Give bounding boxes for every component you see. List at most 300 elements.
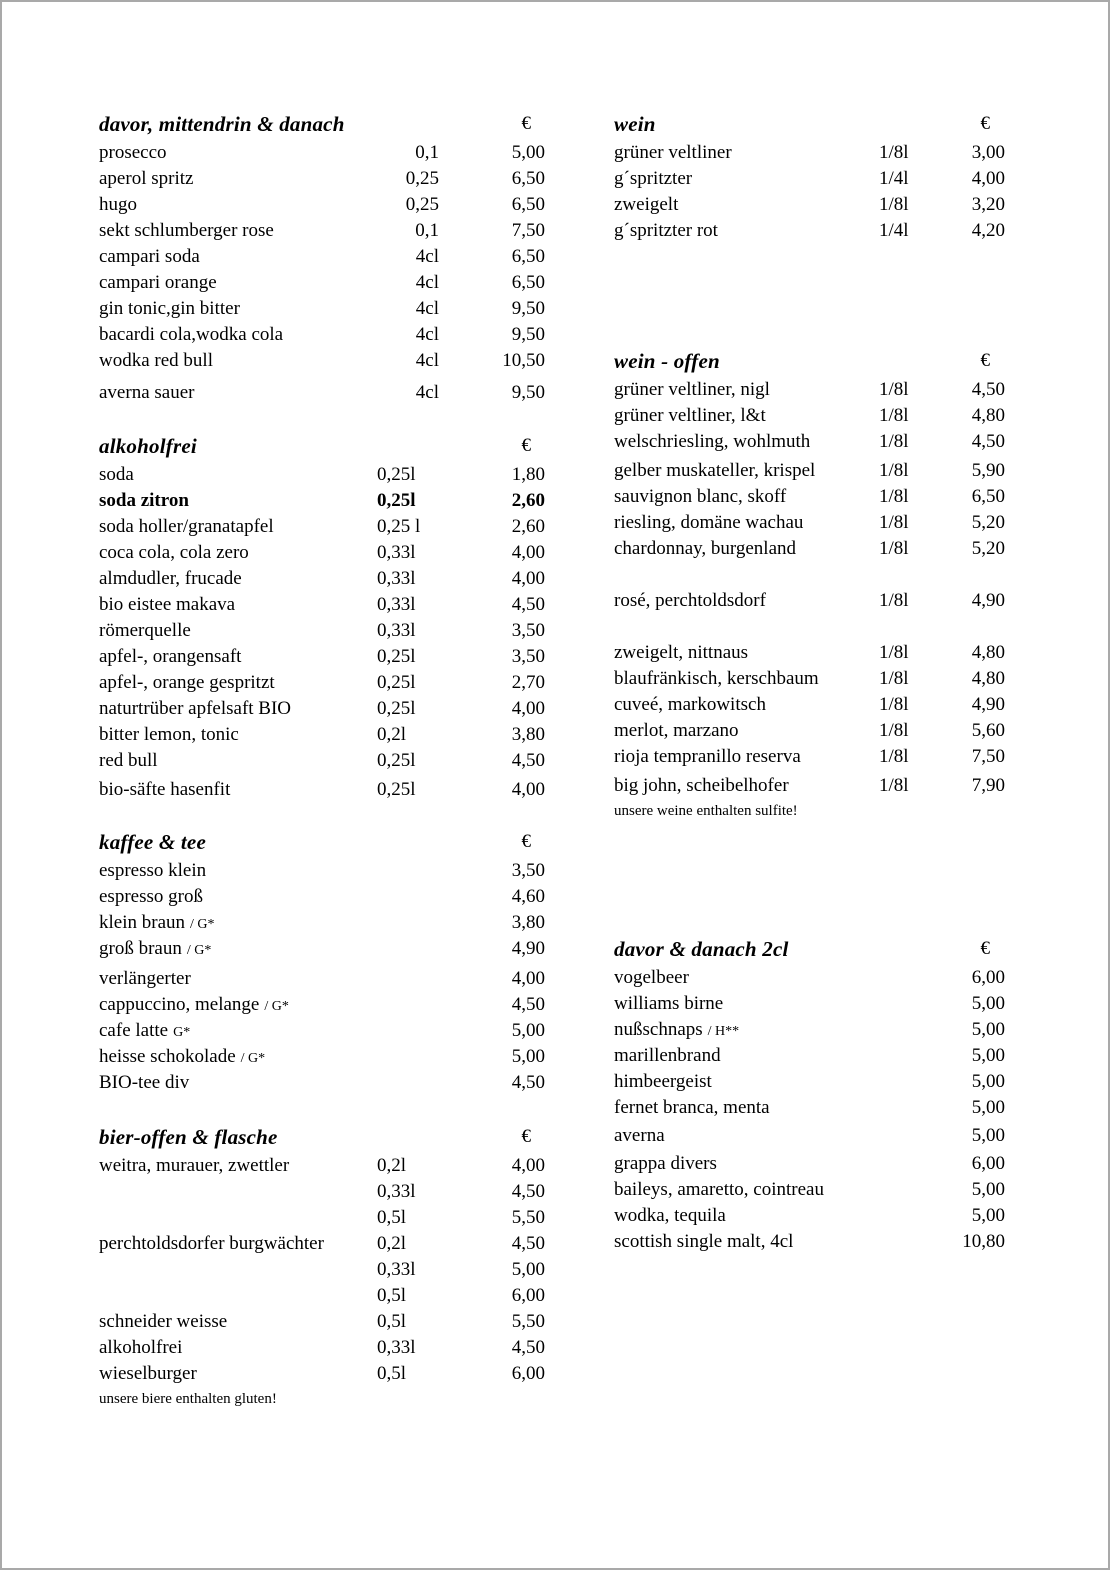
section-header	[614, 111, 1005, 137]
menu-item-row	[614, 1203, 1005, 1229]
item-name: sekt schlumberger rose	[99, 220, 274, 241]
section-title: kaffee & tee	[99, 830, 206, 854]
item-size: 1/4l	[879, 168, 909, 189]
menu-item-row	[614, 744, 1005, 770]
item-size: 1/8l	[879, 694, 909, 715]
item-size: 0,25	[405, 194, 439, 215]
item-size	[879, 965, 921, 993]
menu-item-row	[614, 429, 1005, 455]
menu-item-row	[99, 777, 545, 803]
item-price: 10,50	[502, 350, 545, 371]
menu-item-row	[614, 140, 1005, 166]
menu-item-row	[614, 718, 1005, 744]
item-name: marillenbrand	[614, 1045, 721, 1066]
item-size: 0,25l	[377, 464, 416, 485]
item-name: groß braun	[99, 938, 182, 959]
item-name: römerquelle	[99, 620, 191, 641]
item-name: schneider weisse	[99, 1311, 228, 1332]
menu-item-row	[99, 380, 545, 406]
section-wein	[614, 111, 1005, 244]
item-price: 6,00	[511, 1363, 545, 1384]
item-size	[879, 562, 921, 590]
item-name: soda holler/granatapfel	[99, 516, 274, 537]
menu-item-row	[99, 514, 545, 540]
item-size	[879, 1151, 921, 1179]
menu-item-row	[99, 1335, 545, 1361]
item-price	[921, 614, 1005, 642]
currency-header: €	[980, 350, 990, 371]
item-price: 3,50	[511, 620, 545, 641]
menu-item-row	[614, 510, 1005, 536]
section-bier	[99, 1124, 545, 1412]
menu-item-row	[99, 322, 545, 348]
menu-item-row	[614, 536, 1005, 562]
item-price: 6,50	[971, 486, 1005, 507]
item-name: baileys, amaretto, cointreau	[614, 1179, 824, 1200]
item-size: 4cl	[415, 272, 439, 293]
menu-item-row	[99, 566, 545, 592]
item-size: 0,33l	[377, 1337, 416, 1358]
item-price: 5,00	[971, 1125, 1005, 1146]
item-price: 4,50	[971, 431, 1005, 452]
menu-item-row	[99, 1070, 545, 1096]
item-name: zweigelt, nittnaus	[614, 642, 749, 663]
item-size: 1/8l	[879, 538, 909, 559]
item-price: 5,00	[971, 1179, 1005, 1200]
item-price: 9,50	[511, 382, 545, 403]
menu-item-row	[614, 1151, 1005, 1177]
item-size	[377, 936, 439, 964]
item-price: 4,50	[971, 379, 1005, 400]
item-allergen-note: / G*	[240, 1051, 266, 1066]
item-name: coca cola, cola zero	[99, 542, 249, 563]
menu-item-row	[99, 488, 545, 514]
menu-item-row	[614, 666, 1005, 692]
menu-item-row	[99, 748, 545, 774]
menu-item-row	[614, 1123, 1005, 1149]
item-name: gin tonic,gin bitter	[99, 298, 240, 319]
item-price: 5,00	[971, 1045, 1005, 1066]
menu-item-row	[614, 218, 1005, 244]
item-size	[879, 1095, 921, 1123]
item-size	[377, 884, 439, 912]
menu-item-row	[99, 218, 545, 244]
currency-header: €	[980, 113, 990, 134]
item-price: 2,60	[511, 516, 545, 537]
item-size: 0,25	[405, 168, 439, 189]
item-price: 3,20	[971, 194, 1005, 215]
menu-item-row	[614, 692, 1005, 718]
item-name: chardonnay, burgenland	[614, 538, 797, 559]
item-price: 4,50	[511, 1181, 545, 1202]
item-name: klein braun	[99, 912, 186, 933]
item-size	[879, 1069, 921, 1097]
item-name: g´spritzter	[614, 168, 693, 189]
item-name: cuveé, markowitsch	[614, 694, 766, 715]
item-name: scottish single malt, 4cl	[614, 1231, 794, 1252]
item-size	[377, 966, 439, 994]
item-size: 0,2l	[377, 1233, 407, 1254]
item-name: prosecco	[99, 142, 167, 163]
item-size	[879, 1203, 921, 1231]
item-size: 0,5l	[377, 1207, 407, 1228]
item-name: big john, scheibelhofer	[614, 775, 789, 796]
menu-item-row	[614, 773, 1005, 799]
item-name: grappa divers	[614, 1153, 717, 1174]
section-header	[99, 111, 545, 137]
item-name: cappuccino, melange	[99, 994, 260, 1015]
item-size: 0,25l	[377, 779, 416, 800]
item-size	[377, 858, 439, 886]
item-size: 0,2l	[377, 724, 407, 745]
currency-header: €	[521, 1126, 531, 1147]
item-name: hugo	[99, 194, 137, 215]
menu-item-row	[99, 1018, 545, 1044]
menu-item-row	[99, 910, 545, 936]
item-size: 0,33l	[377, 620, 416, 641]
menu-item-row	[614, 1095, 1005, 1121]
section-items	[99, 858, 545, 1096]
item-size: 1/8l	[879, 512, 909, 533]
section-items	[614, 140, 1005, 244]
item-name: grüner veltliner, l&t	[614, 405, 766, 426]
menu-item-row	[99, 858, 545, 884]
item-size	[879, 1043, 921, 1071]
menu-item-row	[99, 670, 545, 696]
menu-item-row	[614, 458, 1005, 484]
item-allergen-note: G*	[173, 1025, 191, 1040]
menu-item-row	[614, 588, 1005, 614]
item-size	[377, 992, 439, 1020]
item-name: vogelbeer	[614, 967, 689, 988]
menu-item-row	[614, 640, 1005, 666]
item-size	[879, 1229, 921, 1257]
item-price: 3,80	[511, 912, 545, 933]
item-size	[377, 1044, 439, 1072]
item-price: 4,00	[511, 968, 545, 989]
item-allergen-note: / G*	[190, 917, 215, 932]
item-price: 4,00	[971, 168, 1005, 189]
item-name: rosé, perchtoldsdorf	[614, 590, 766, 611]
menu-item-row	[99, 192, 545, 218]
item-allergen-note: / G*	[264, 999, 289, 1014]
item-name: wieselburger	[99, 1363, 197, 1384]
currency-header: €	[980, 938, 990, 959]
item-name: verlängerter	[99, 968, 191, 989]
section-header	[99, 433, 545, 459]
gluten-footnote: unsere biere enthalten gluten!	[99, 1391, 277, 1407]
item-price: 9,50	[511, 298, 545, 319]
section-header	[99, 829, 545, 855]
item-name: riesling, domäne wachau	[614, 512, 804, 533]
item-name: campari orange	[99, 272, 217, 293]
item-size: 1/8l	[879, 460, 909, 481]
item-price: 5,00	[511, 142, 545, 163]
item-price: 4,50	[511, 1337, 545, 1358]
item-name: bacardi cola,wodka cola	[99, 324, 284, 345]
menu-item-row	[99, 244, 545, 270]
menu-item-row	[99, 992, 545, 1018]
item-name: wodka red bull	[99, 350, 213, 371]
menu-item-row	[99, 166, 545, 192]
item-size: 0,25l	[377, 698, 416, 719]
item-name: averna	[614, 1125, 665, 1146]
item-price: 4,50	[511, 994, 545, 1015]
item-price: 3,50	[511, 860, 545, 881]
currency-header: €	[521, 435, 531, 456]
item-name: weitra, murauer, zwettler	[99, 1155, 290, 1176]
item-size: 1/8l	[879, 720, 909, 741]
item-size: 0,25l	[377, 646, 416, 667]
item-size: 4cl	[415, 382, 439, 403]
menu-item-row	[99, 462, 545, 488]
item-price: 4,50	[511, 1072, 545, 1093]
section-header	[614, 936, 1005, 962]
item-size	[879, 1017, 921, 1045]
item-size: 1/8l	[879, 746, 909, 767]
item-name: wodka, tequila	[614, 1205, 726, 1226]
item-name: apfel-, orange gespritzt	[99, 672, 275, 693]
section-header	[99, 1124, 545, 1150]
menu-item-row	[99, 140, 545, 166]
item-name: almdudler, frucade	[99, 568, 242, 589]
item-price: 4,00	[511, 542, 545, 563]
item-size: 4cl	[415, 298, 439, 319]
item-price: 6,50	[511, 168, 545, 189]
menu-item-row	[99, 1257, 545, 1283]
item-size: 1/8l	[879, 405, 909, 426]
item-size: 1/8l	[879, 668, 909, 689]
item-name: bio-säfte hasenfit	[99, 779, 231, 800]
section-header	[614, 348, 1005, 374]
section-items	[99, 462, 545, 803]
item-name: sauvignon blanc, skoff	[614, 486, 787, 507]
item-name: cafe latte	[99, 1020, 169, 1041]
item-name: himbeergeist	[614, 1071, 712, 1092]
item-size: 0,1	[415, 142, 439, 163]
item-name: williams birne	[614, 993, 724, 1014]
item-name: perchtoldsdorfer burgwächter	[99, 1233, 324, 1254]
menu-item-row	[99, 1361, 545, 1387]
item-name: g´spritzter rot	[614, 220, 718, 241]
item-name: gelber muskateller, krispel	[614, 460, 816, 481]
item-price: 4,90	[511, 938, 545, 959]
item-name: BIO-tee div	[99, 1072, 190, 1093]
item-price: 5,00	[971, 1071, 1005, 1092]
menu-item-row	[99, 884, 545, 910]
item-name: heisse schokolade	[99, 1046, 236, 1067]
menu-item-row	[99, 270, 545, 296]
item-name: espresso klein	[99, 860, 207, 881]
item-size: 0,33l	[377, 542, 416, 563]
item-size: 0,25l	[377, 672, 416, 693]
item-size: 1/8l	[879, 486, 909, 507]
menu-item-row	[99, 1179, 545, 1205]
menu-item-row	[99, 696, 545, 722]
section-kaffee-tee	[99, 829, 545, 1096]
item-size: 0,2l	[377, 1155, 407, 1176]
item-price: 2,70	[511, 672, 545, 693]
item-size: 0,25l	[377, 490, 416, 511]
item-size: 1/8l	[879, 431, 909, 452]
item-price: 4,80	[971, 642, 1005, 663]
item-size: 1/8l	[879, 379, 909, 400]
item-price: 5,00	[971, 993, 1005, 1014]
item-size: 0,33l	[377, 1181, 416, 1202]
item-price: 6,50	[511, 272, 545, 293]
item-name: averna sauer	[99, 382, 195, 403]
menu-item-row	[614, 1017, 1005, 1043]
item-price: 5,60	[971, 720, 1005, 741]
item-price: 4,80	[971, 668, 1005, 689]
item-price: 6,50	[511, 246, 545, 267]
item-price: 4,50	[511, 750, 545, 771]
menu-item-row	[99, 1283, 545, 1309]
item-name: nußschnaps	[614, 1019, 703, 1040]
item-name: welschriesling, wohlmuth	[614, 431, 811, 452]
menu-item-row	[99, 644, 545, 670]
menu-item-row	[99, 1044, 545, 1070]
item-size	[879, 614, 921, 642]
menu-item-row	[614, 1177, 1005, 1203]
menu-item-row	[614, 192, 1005, 218]
item-name: campari soda	[99, 246, 200, 267]
item-size: 1/4l	[879, 220, 909, 241]
item-size	[879, 1123, 921, 1151]
item-name: red bull	[99, 750, 158, 771]
item-price: 9,50	[511, 324, 545, 345]
item-name: zweigelt	[614, 194, 679, 215]
section-items	[614, 965, 1005, 1255]
menu-item-row	[99, 540, 545, 566]
section-davor-danach-2cl	[614, 936, 1005, 1255]
item-name: grüner veltliner, nigl	[614, 379, 770, 400]
section-davor-mittendrin-danach	[99, 111, 545, 406]
item-price: 6,00	[971, 1153, 1005, 1174]
item-price: 4,00	[511, 1155, 545, 1176]
item-price: 6,00	[971, 967, 1005, 988]
section-wein-offen	[614, 348, 1005, 824]
item-price: 7,90	[971, 775, 1005, 796]
menu-item-row	[614, 991, 1005, 1017]
menu-item-row	[614, 1229, 1005, 1255]
item-size: 1/8l	[879, 775, 909, 796]
menu-item-row	[99, 936, 545, 962]
menu-item-row	[614, 484, 1005, 510]
section-title: davor & danach 2cl	[614, 937, 789, 961]
item-price	[921, 562, 1005, 590]
item-price: 4,50	[511, 594, 545, 615]
item-name: fernet branca, menta	[614, 1097, 770, 1118]
menu-item-row	[99, 348, 545, 374]
menu-item-row	[99, 592, 545, 618]
section-title: davor, mittendrin & danach	[99, 112, 345, 136]
item-name: merlot, marzano	[614, 720, 739, 741]
menu-item-row	[614, 614, 1005, 640]
menu-item-row	[99, 966, 545, 992]
item-size: 0,33l	[377, 1259, 416, 1280]
item-name: espresso groß	[99, 886, 203, 907]
item-price: 3,80	[511, 724, 545, 745]
section-items	[99, 140, 545, 406]
item-price: 4,90	[971, 590, 1005, 611]
section-title: wein	[614, 112, 656, 136]
section-items	[614, 377, 1005, 799]
item-size: 1/8l	[879, 194, 909, 215]
item-price: 4,00	[511, 698, 545, 719]
item-size	[377, 1070, 439, 1098]
menu-item-row	[99, 296, 545, 322]
menu-item-row	[614, 1069, 1005, 1095]
menu-item-row	[99, 1309, 545, 1335]
item-size	[879, 1177, 921, 1205]
item-price: 3,50	[511, 646, 545, 667]
item-price: 4,50	[511, 1233, 545, 1254]
item-price: 4,60	[511, 886, 545, 907]
item-name: aperol spritz	[99, 168, 194, 189]
item-name: bitter lemon, tonic	[99, 724, 239, 745]
item-price: 7,50	[971, 746, 1005, 767]
item-size: 0,33l	[377, 594, 416, 615]
item-price: 7,50	[511, 220, 545, 241]
item-name: soda	[99, 464, 134, 485]
item-price: 5,50	[511, 1207, 545, 1228]
item-name: rioja tempranillo reserva	[614, 746, 801, 767]
item-price: 4,00	[511, 568, 545, 589]
item-name: grüner veltliner	[614, 142, 732, 163]
item-size: 0,5l	[377, 1363, 407, 1384]
currency-header: €	[521, 831, 531, 852]
item-size: 0,25l	[377, 750, 416, 771]
section-title: bier-offen & flasche	[99, 1125, 278, 1149]
item-size: 4cl	[415, 246, 439, 267]
item-size: 0,25 l	[377, 516, 421, 537]
section-items	[99, 1153, 545, 1387]
section-title: wein - offen	[614, 349, 720, 373]
item-size: 0,33l	[377, 568, 416, 589]
section-title: alkoholfrei	[99, 434, 197, 458]
currency-header: €	[521, 113, 531, 134]
item-size	[879, 991, 921, 1019]
item-name: naturtrüber apfelsaft BIO	[99, 698, 292, 719]
item-price: 4,90	[971, 694, 1005, 715]
item-price: 4,20	[971, 220, 1005, 241]
item-size: 0,1	[415, 220, 439, 241]
item-name: soda zitron	[99, 490, 189, 511]
item-size	[377, 910, 439, 938]
menu-item-row	[614, 377, 1005, 403]
item-price: 5,00	[511, 1046, 545, 1067]
sulfite-footnote: unsere weine enthalten sulfite!	[614, 803, 798, 819]
item-name: blaufränkisch, kerschbaum	[614, 668, 819, 689]
item-price: 6,50	[511, 194, 545, 215]
item-size: 1/8l	[879, 142, 909, 163]
menu-item-row	[99, 1153, 545, 1179]
menu-item-row	[614, 562, 1005, 588]
item-price: 5,00	[511, 1020, 545, 1041]
item-price: 10,80	[962, 1231, 1005, 1252]
item-name: apfel-, orangensaft	[99, 646, 242, 667]
item-price: 5,20	[971, 538, 1005, 559]
item-allergen-note: / H**	[707, 1024, 740, 1039]
item-price: 5,00	[511, 1259, 545, 1280]
item-size: 0,5l	[377, 1285, 407, 1306]
item-price: 5,00	[971, 1019, 1005, 1040]
item-price: 4,80	[971, 405, 1005, 426]
item-price: 5,50	[511, 1311, 545, 1332]
item-price: 5,90	[971, 460, 1005, 481]
item-size	[377, 1018, 439, 1046]
